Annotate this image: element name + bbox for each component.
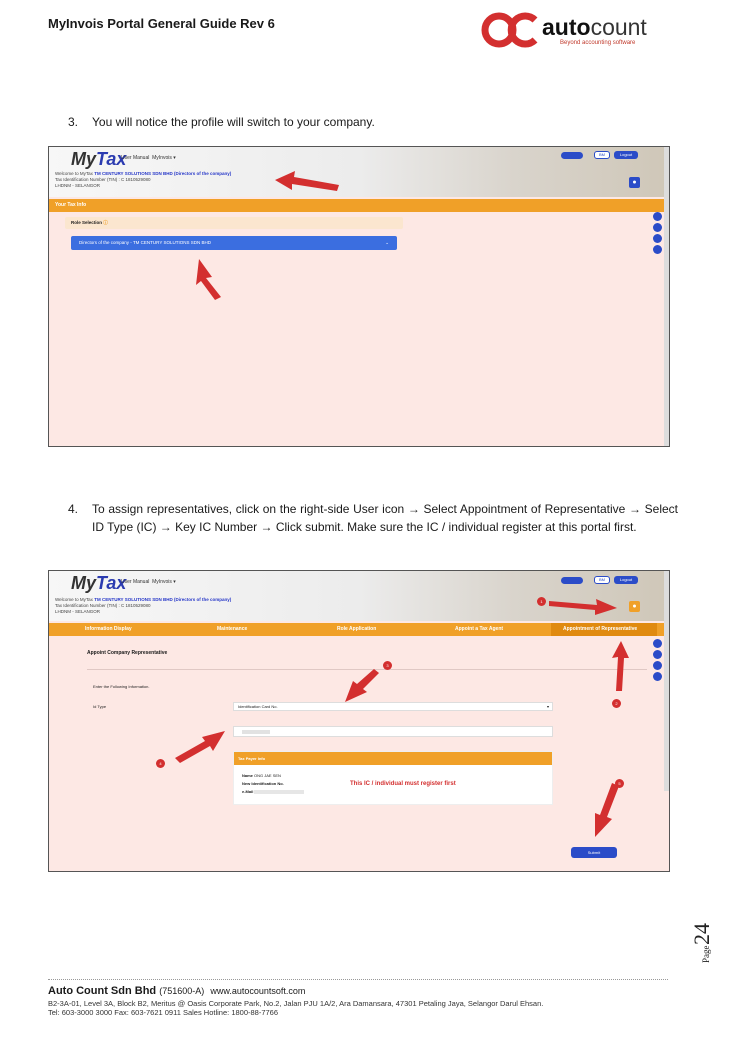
step-4 bbox=[68, 500, 678, 536]
welcome-block: Welcome to MyTax TM CENTURY SOLUTIONS SDN BHD (Directors of the company) Tax Identification Number (TIN) : C 1810529080 LHDNM - SELANGOR bbox=[55, 597, 232, 614]
welcome-block: Welcome to MyTax TM CENTURY SOLUTIONS SDN BHD (Directors of the company) Tax Identification Number (TIN) : C 1810529080 LHDNM - SELANGOR bbox=[55, 171, 232, 188]
screenshot-appoint-representative bbox=[48, 570, 670, 872]
step-marker-1: 1 bbox=[537, 597, 546, 606]
tab-information-display[interactable]: Information Display bbox=[85, 626, 132, 632]
your-tax-info-bar: Your Tax Info bbox=[49, 199, 669, 212]
taxpayer-info-header: Tax Payer Info bbox=[234, 752, 552, 765]
section-title: Appoint Company Representative bbox=[87, 650, 168, 656]
footer-address: B2-3A-01, Level 3A, Block B2, Meritus @ Oasis Corporate Park, No.2, Jalan PJU 1A/2, Ara Damansara, 47301 Petaling Jaya, Selangor Darul Ehsan. Tel: 603-3000 3000 Fax: 603-7621 0911 Sales Hotline: 1800-88-7766 bbox=[48, 999, 544, 1017]
arrow-to-id-type bbox=[345, 669, 379, 702]
taxpayer-details: Name ONG JAE SEN New Identification No. e-Mail bbox=[242, 772, 304, 796]
svg-text:24: 24 bbox=[689, 923, 714, 945]
tab-role-application[interactable]: Role Application bbox=[337, 626, 377, 632]
arrow-to-representative-tab bbox=[612, 641, 629, 691]
submit-button[interactable]: Submit bbox=[571, 847, 617, 858]
step-text: To assign representatives, click on the right-side User icon → Select Appointment of Representative → Select ID Type (IC) → Key IC Number → Click submit. Make sure the IC / individual register at this portal first. bbox=[92, 502, 678, 534]
footer-website[interactable]: www.autocountsoft.com bbox=[210, 986, 306, 996]
logout-button[interactable]: Logout bbox=[614, 576, 638, 584]
mytax-logo: MyTax bbox=[71, 149, 127, 169]
step-marker-4: 4 bbox=[156, 759, 165, 768]
bm-button[interactable]: BM bbox=[594, 151, 610, 159]
user-icon[interactable]: ● bbox=[629, 601, 640, 612]
id-type-label: Id Type bbox=[93, 704, 107, 709]
step-text: You will notice the profile will switch to your company. bbox=[92, 115, 375, 129]
step-3 bbox=[68, 113, 678, 131]
autocount-logo bbox=[480, 10, 670, 50]
arrow-to-submit bbox=[595, 783, 619, 837]
screenshot-profile-switched bbox=[48, 146, 670, 447]
warning-text: This IC / individual must register first bbox=[350, 781, 456, 787]
step-number: 3. bbox=[68, 115, 79, 129]
tab-appointment-of-representative[interactable]: Appointment of Representative bbox=[551, 623, 657, 636]
document-header-title: MyInvois Portal General Guide Rev 6 bbox=[48, 16, 275, 31]
user-icon[interactable]: ● bbox=[629, 177, 640, 188]
autocount-tagline: Beyond accounting software bbox=[560, 40, 636, 46]
step-number: 4. bbox=[68, 502, 79, 516]
step-marker-2: 2 bbox=[612, 699, 621, 708]
role-select-dropdown[interactable]: Directors of the company - TM CENTURY SOLUTIONS SDN BHD ⌄ bbox=[71, 236, 397, 250]
arrow-to-role-select bbox=[196, 259, 221, 300]
mytax-logo: MyTax bbox=[71, 573, 127, 593]
arrow-to-user-icon bbox=[549, 599, 617, 615]
footer-company-line: Auto Count Sdn Bhd (751600-A) www.autocountsoft.com bbox=[48, 985, 306, 997]
autocount-wordmark: autocount bbox=[542, 14, 647, 40]
svg-text:Page: Page bbox=[701, 945, 711, 963]
bm-button[interactable]: BM bbox=[594, 576, 610, 584]
annotation-arrows bbox=[49, 147, 670, 447]
logout-button[interactable]: Logout bbox=[614, 151, 638, 159]
arrow-to-company-name bbox=[275, 171, 339, 191]
tab-maintenance[interactable]: Maintenance bbox=[217, 626, 248, 632]
id-type-select[interactable]: Identification Card No. ▾ bbox=[233, 702, 553, 711]
footer-divider bbox=[48, 979, 668, 980]
arrow-to-ic-input bbox=[175, 731, 225, 763]
mytax-nav: User Manual MyInvois ▾ bbox=[121, 155, 176, 161]
step-marker-3: 3 bbox=[383, 661, 392, 670]
mytax-nav: User Manual MyInvois ▾ bbox=[121, 579, 176, 585]
instruction-text: Enter the Following Information. bbox=[93, 684, 150, 689]
page-number bbox=[683, 905, 723, 965]
step-marker-5: 5 bbox=[615, 779, 624, 788]
role-selection-label: Role Selection ⓘ bbox=[65, 217, 403, 229]
tab-appoint-tax-agent[interactable]: Appoint a Tax Agent bbox=[455, 626, 504, 632]
autocount-ac-logo-icon bbox=[480, 10, 540, 50]
annotation-arrows bbox=[49, 571, 670, 872]
